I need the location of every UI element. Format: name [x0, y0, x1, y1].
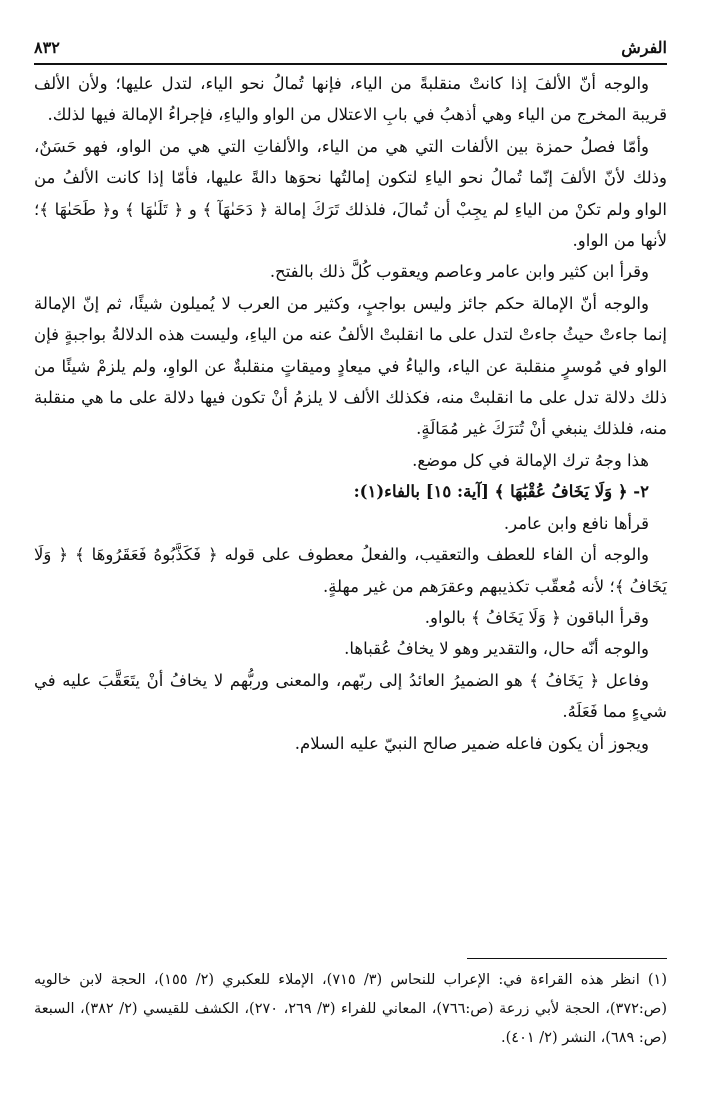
paragraph: وقرأ ابن كثير وابن عامر وعاصم ويعقوب كُلَّ ذلك بالفتح. [269, 262, 649, 282]
paragraph: وقرأ الباقون ﴿ وَلَا يَخَافُ ﴾ بالواو. [424, 607, 649, 627]
section-title: الفرش [621, 38, 667, 57]
paragraph: والوجه أنّ الألفَ إذا كانتْ منقلبةً من الياء، فإنها تُمالُ نحو الياء، لتدل عليها؛ ولأن الألف قريبة المخرج من الياء وهي أذهبُ في بابِ الاعتلال من الواو والياءِ، فإجراءُ الإمالة فيها لذلك. [34, 74, 667, 125]
page-number: ٨٣٢ [34, 38, 60, 57]
paragraph: هذا وجهُ ترك الإمالة في كل موضع. [412, 450, 649, 470]
paragraph: وفاعل ﴿ يَخَافُ ﴾ هو الضميرُ العائدُ إلى ربّهم، والمعنى وربُّهم لا يخافُ أنْ يتَعَقَّبَ عليه في شيءٍ مما فَعَلَهُ. [34, 670, 667, 722]
header-rule [34, 63, 667, 65]
paragraph: وأمّا فصلُ حمزة بين الألفات التي هي من الياء، والألفاتِ التي هي من الواو، فهو حَسَنٌ، وذلك لأنّ الألفَ إنّما تُمالُ نحو الياءِ لتكون إمالتُها نحوَها دالةً عليها، فأمّا إذا كانت الألفُ من الواو ولم تكنْ من الياءِ لم يجِبْ أن تُمالَ، فلذلك تَرَكَ إمالة ﴿ دَحَىٰهَآ ﴾ و ﴿ تَلَىٰهَا ﴾ و﴿ طَحَىٰهَا ﴾؛ لأنها من الواو. [34, 136, 667, 251]
paragraph: والوجه أنّه حال، والتقدير وهو لا يخافُ عُقباها. [344, 639, 649, 659]
paragraph: والوجه أنّ الإمالة حكم جائز وليس بواجبٍ، وكثير من العرب لا يُميلون شيئًا، ثم إنّ الإمالة إنما جاءتْ حيثُ جاءتْ لتدل على ما انقلبتْ الألفُ عنه من الياءِ، وليست هذه الدلالةُ بواجبةٍ فإن الواو في مُوسرٍ منقلبة عن الياء، والياءُ في ميعادٍ وميقاتٍ منقلبةٌ عن الواوِ، ولم يلزمْ شيئًا من ذلك دلالة تدل على ما انقلبتْ منه، فكذلك الألف لا يلزمُ أنْ تكون فيها دلالة على ما هي منقلبة منه، فلذلك ينبغي أنْ تُترَكَ غير مُمَالَةٍ. [34, 293, 667, 439]
footnote-text: (١) انظر هذه القراءة في: الإعراب للنحاس (٣/ ٧١٥)، الإملاء للعكبري (٢/ ١٥٥)، الحجة لابن خالويه (ص:٣٧٢)، الحجة لأبي زرعة (ص:٧٦٦)، المعاني للفراء (٣/ ٢٦٩، ٢٧٠)، الكشف للقيسي (٢/ ٣٨٢)، السبعة (ص: ٦٨٩)، النشر (٢/ ٤٠١). [34, 972, 667, 1046]
verse-heading: ٢- ﴿ وَلَا يَخَافُ عُقْبَٰهَا ﴾ [آية: ١٥] بالفاء(١): [353, 482, 649, 502]
paragraph: والوجه أن الفاء للعطف والتعقيب، والفعلُ معطوف على قوله ﴿ فَكَذَّبُوهُ فَعَقَرُوهَا ﴾ ﴿ وَلَا يَخَافُ ﴾؛ لأنه مُعقّب تكذيبهم وعقرَهم من غير مهلةٍ. [34, 545, 667, 596]
paragraph: قرأها نافع وابن عامر. [503, 513, 649, 533]
footnote [34, 966, 667, 1053]
page-header [34, 38, 667, 57]
main-text [34, 68, 667, 759]
paragraph: ويجوز أن يكون فاعله ضمير صالح النبيّ عليه السلام. [294, 733, 649, 753]
footnote-separator [467, 958, 667, 959]
